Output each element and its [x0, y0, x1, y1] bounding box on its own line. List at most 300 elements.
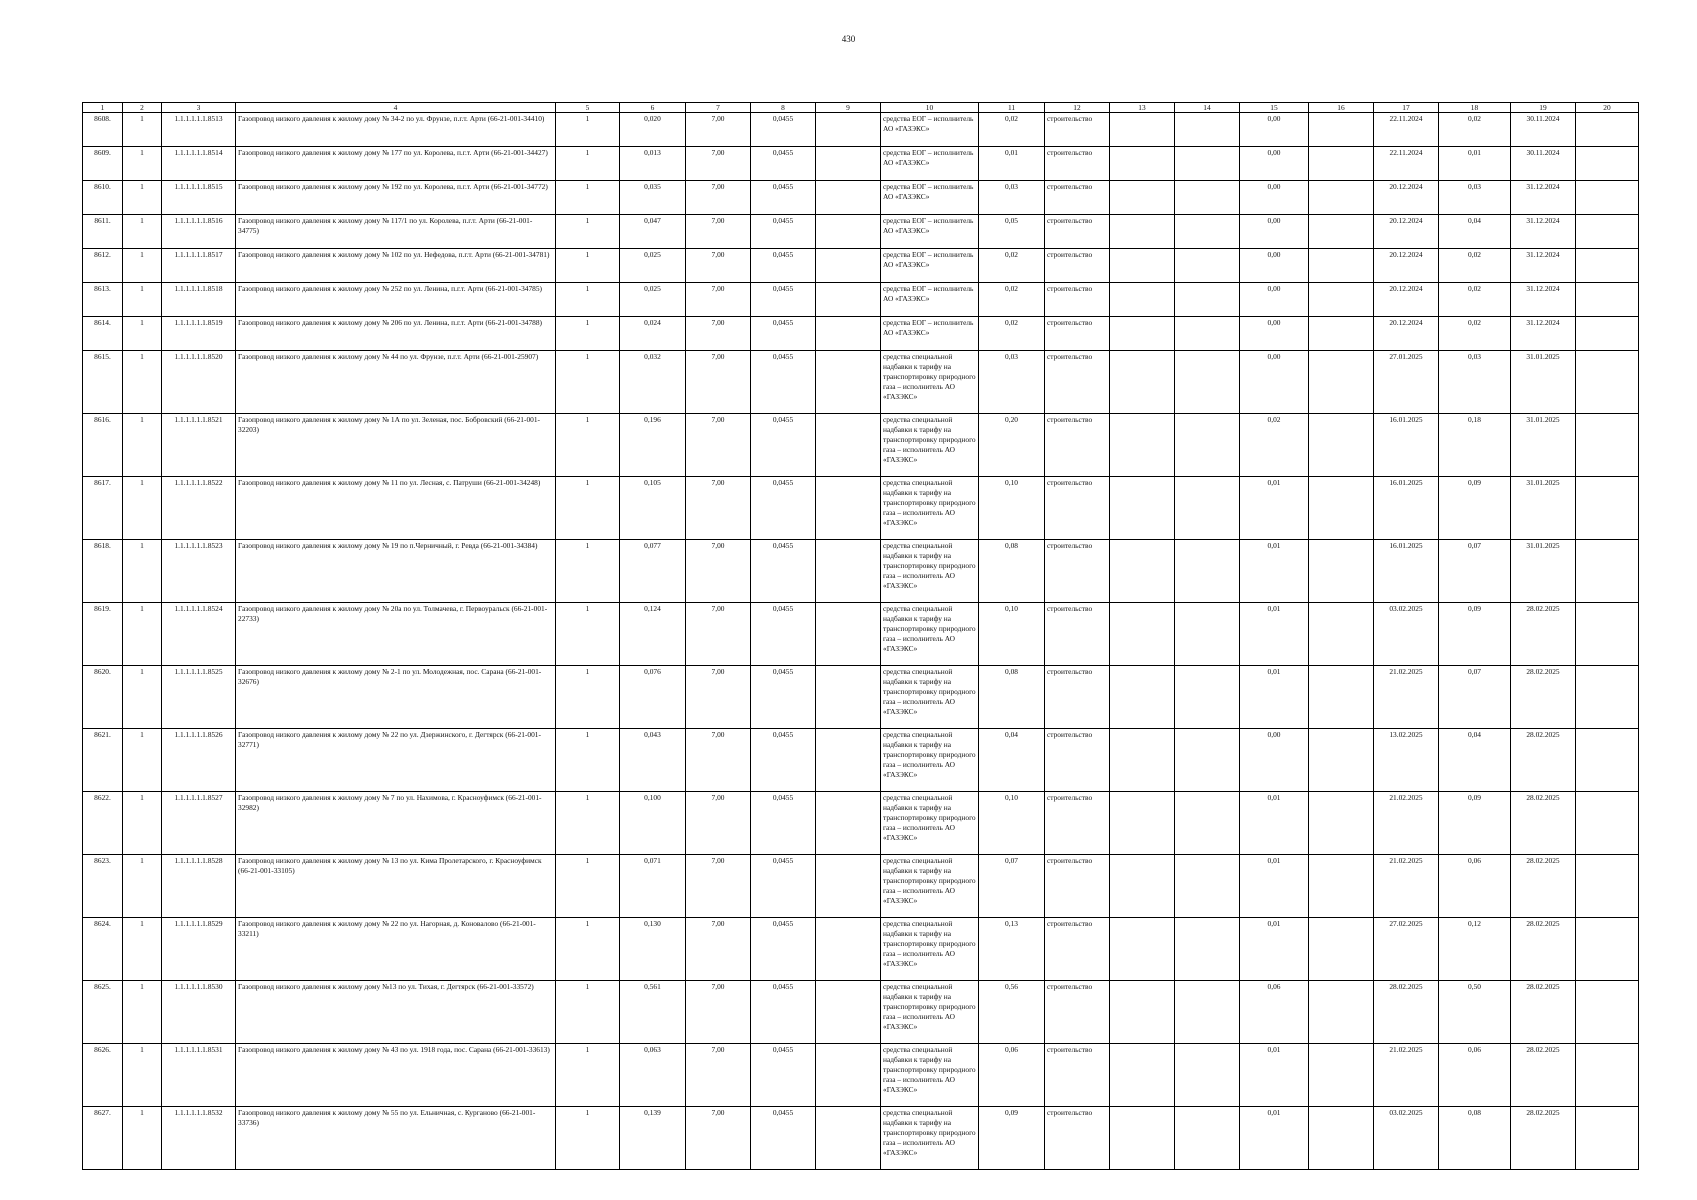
description-cell: Газопровод низкого давления к жилому дому № 13 по ул. Кима Пролетарского, г. Красноуфимск (66-21-001-33105) — [236, 855, 556, 918]
start-date-cell: 20.12.2024 — [1374, 317, 1439, 351]
cell-col9 — [816, 215, 881, 249]
cell-col15: 0,01 — [1240, 666, 1309, 729]
cell-col5: 1 — [556, 181, 620, 215]
cell-col15: 0,00 — [1240, 283, 1309, 317]
start-date-cell: 27.01.2025 — [1374, 351, 1439, 414]
end-date-cell: 31.01.2025 — [1511, 351, 1576, 414]
cell-col16 — [1309, 215, 1374, 249]
cell-col13 — [1110, 603, 1175, 666]
cell-col13 — [1110, 351, 1175, 414]
table-row — [83, 603, 1639, 666]
cell-col9 — [816, 792, 881, 855]
work-type-cell: строительство — [1045, 729, 1110, 792]
cell-col18: 0,02 — [1439, 249, 1511, 283]
cell-col11: 0,02 — [979, 113, 1045, 147]
cell-col8: 0,0455 — [751, 414, 816, 477]
cell-col20 — [1576, 147, 1639, 181]
cell-col7: 7,00 — [686, 981, 751, 1044]
length-cell: 0,124 — [620, 603, 686, 666]
cell-col15: 0,06 — [1240, 981, 1309, 1044]
cell-col14 — [1175, 729, 1240, 792]
cell-col11: 0,02 — [979, 249, 1045, 283]
cell-col18: 0,01 — [1439, 147, 1511, 181]
cell-col2: 1 — [123, 792, 162, 855]
cell-col16 — [1309, 477, 1374, 540]
row-number: 8614. — [83, 317, 123, 351]
cell-col15: 0,01 — [1240, 1044, 1309, 1107]
description-cell: Газопровод низкого давления к жилому дому № 206 по ул. Ленина, п.г.т. Арти (66-21-001-34788) — [236, 317, 556, 351]
table-row — [83, 855, 1639, 918]
cell-col9 — [816, 729, 881, 792]
cell-col2: 1 — [123, 215, 162, 249]
length-cell: 0,035 — [620, 181, 686, 215]
column-header: 10 — [881, 103, 979, 113]
cell-col2: 1 — [123, 317, 162, 351]
row-number: 8627. — [83, 1107, 123, 1170]
cell-col7: 7,00 — [686, 918, 751, 981]
cell-col20 — [1576, 666, 1639, 729]
cell-col16 — [1309, 540, 1374, 603]
funding-source-cell: средства ЕОГ – исполнитель АО «ГАЗЭКС» — [881, 147, 979, 181]
cell-col9 — [816, 603, 881, 666]
cell-col8: 0,0455 — [751, 855, 816, 918]
table-row — [83, 1107, 1639, 1170]
cell-col5: 1 — [556, 981, 620, 1044]
row-number: 8621. — [83, 729, 123, 792]
code-cell: 1.1.1.1.1.1.8520 — [162, 351, 236, 414]
description-cell: Газопровод низкого давления к жилому дому № 7 по ул. Нахимова, г. Красноуфимск (66-21-001-32982) — [236, 792, 556, 855]
code-cell: 1.1.1.1.1.1.8514 — [162, 147, 236, 181]
column-header: 19 — [1511, 103, 1576, 113]
cell-col8: 0,0455 — [751, 918, 816, 981]
cell-col11: 0,10 — [979, 603, 1045, 666]
cell-col15: 0,01 — [1240, 603, 1309, 666]
cell-col2: 1 — [123, 181, 162, 215]
cell-col8: 0,0455 — [751, 147, 816, 181]
cell-col20 — [1576, 792, 1639, 855]
column-header: 17 — [1374, 103, 1439, 113]
cell-col11: 0,08 — [979, 540, 1045, 603]
cell-col5: 1 — [556, 1107, 620, 1170]
cell-col13 — [1110, 249, 1175, 283]
cell-col2: 1 — [123, 351, 162, 414]
cell-col20 — [1576, 249, 1639, 283]
code-cell: 1.1.1.1.1.1.8517 — [162, 249, 236, 283]
header-row — [83, 103, 1639, 113]
cell-col11: 0,02 — [979, 283, 1045, 317]
length-cell: 0,063 — [620, 1044, 686, 1107]
start-date-cell: 21.02.2025 — [1374, 1044, 1439, 1107]
row-number: 8615. — [83, 351, 123, 414]
description-cell: Газопровод низкого давления к жилому дому №13 по ул. Тихая, г. Дегтярск (66-21-001-33572) — [236, 981, 556, 1044]
cell-col9 — [816, 181, 881, 215]
funding-source-cell: средства специальной надбавки к тарифу на транспортировку природного газа – исполнитель АО «ГАЗЭКС» — [881, 477, 979, 540]
table-row — [83, 729, 1639, 792]
cell-col7: 7,00 — [686, 666, 751, 729]
length-cell: 0,139 — [620, 1107, 686, 1170]
cell-col7: 7,00 — [686, 792, 751, 855]
cell-col16 — [1309, 147, 1374, 181]
code-cell: 1.1.1.1.1.1.8531 — [162, 1044, 236, 1107]
table-row — [83, 147, 1639, 181]
cell-col16 — [1309, 792, 1374, 855]
cell-col13 — [1110, 792, 1175, 855]
code-cell: 1.1.1.1.1.1.8529 — [162, 918, 236, 981]
start-date-cell: 20.12.2024 — [1374, 215, 1439, 249]
table-row — [83, 215, 1639, 249]
table-row — [83, 317, 1639, 351]
cell-col9 — [816, 981, 881, 1044]
funding-source-cell: средства специальной надбавки к тарифу на транспортировку природного газа – исполнитель АО «ГАЗЭКС» — [881, 351, 979, 414]
row-number: 8616. — [83, 414, 123, 477]
cell-col13 — [1110, 477, 1175, 540]
work-type-cell: строительство — [1045, 792, 1110, 855]
page-number: 430 — [841, 34, 856, 44]
work-type-cell: строительство — [1045, 414, 1110, 477]
cell-col8: 0,0455 — [751, 540, 816, 603]
start-date-cell: 27.02.2025 — [1374, 918, 1439, 981]
cell-col20 — [1576, 729, 1639, 792]
cell-col16 — [1309, 351, 1374, 414]
length-cell: 0,024 — [620, 317, 686, 351]
table-body — [83, 113, 1639, 1170]
table-row — [83, 792, 1639, 855]
cell-col16 — [1309, 249, 1374, 283]
length-cell: 0,076 — [620, 666, 686, 729]
start-date-cell: 16.01.2025 — [1374, 477, 1439, 540]
cell-col16 — [1309, 113, 1374, 147]
cell-col7: 7,00 — [686, 477, 751, 540]
start-date-cell: 28.02.2025 — [1374, 981, 1439, 1044]
table-row — [83, 351, 1639, 414]
table-row — [83, 113, 1639, 147]
end-date-cell: 31.12.2024 — [1511, 249, 1576, 283]
code-cell: 1.1.1.1.1.1.8515 — [162, 181, 236, 215]
cell-col9 — [816, 666, 881, 729]
cell-col15: 0,00 — [1240, 351, 1309, 414]
end-date-cell: 28.02.2025 — [1511, 855, 1576, 918]
work-type-cell: строительство — [1045, 603, 1110, 666]
row-number: 8608. — [83, 113, 123, 147]
cell-col2: 1 — [123, 113, 162, 147]
work-type-cell: строительство — [1045, 351, 1110, 414]
work-type-cell: строительство — [1045, 283, 1110, 317]
cell-col20 — [1576, 414, 1639, 477]
cell-col2: 1 — [123, 603, 162, 666]
length-cell: 0,561 — [620, 981, 686, 1044]
cell-col9 — [816, 1107, 881, 1170]
table-row — [83, 666, 1639, 729]
row-number: 8625. — [83, 981, 123, 1044]
cell-col11: 0,10 — [979, 792, 1045, 855]
cell-col13 — [1110, 666, 1175, 729]
cell-col14 — [1175, 1044, 1240, 1107]
data-table — [82, 102, 1639, 1170]
cell-col15: 0,01 — [1240, 1107, 1309, 1170]
cell-col20 — [1576, 918, 1639, 981]
cell-col8: 0,0455 — [751, 283, 816, 317]
description-cell: Газопровод низкого давления к жилому дому № 19 по п.Черничный, г. Ревда (66-21-001-34384) — [236, 540, 556, 603]
row-number: 8622. — [83, 792, 123, 855]
funding-source-cell: средства специальной надбавки к тарифу на транспортировку природного газа – исполнитель АО «ГАЗЭКС» — [881, 1107, 979, 1170]
cell-col11: 0,07 — [979, 855, 1045, 918]
row-number: 8623. — [83, 855, 123, 918]
end-date-cell: 31.01.2025 — [1511, 540, 1576, 603]
cell-col15: 0,01 — [1240, 918, 1309, 981]
cell-col9 — [816, 918, 881, 981]
cell-col14 — [1175, 414, 1240, 477]
cell-col9 — [816, 283, 881, 317]
cell-col20 — [1576, 1044, 1639, 1107]
description-cell: Газопровод низкого давления к жилому дому № 1А по ул. Зеленая, пос. Бобровский (66-21-001-32203) — [236, 414, 556, 477]
cell-col5: 1 — [556, 414, 620, 477]
cell-col13 — [1110, 981, 1175, 1044]
table-row — [83, 918, 1639, 981]
cell-col14 — [1175, 215, 1240, 249]
description-cell: Газопровод низкого давления к жилому дому № 192 по ул. Королева, п.г.т. Арти (66-21-001-34772) — [236, 181, 556, 215]
cell-col13 — [1110, 181, 1175, 215]
cell-col7: 7,00 — [686, 283, 751, 317]
row-number: 8611. — [83, 215, 123, 249]
end-date-cell: 31.12.2024 — [1511, 215, 1576, 249]
code-cell: 1.1.1.1.1.1.8518 — [162, 283, 236, 317]
cell-col13 — [1110, 540, 1175, 603]
cell-col5: 1 — [556, 215, 620, 249]
column-header: 12 — [1045, 103, 1110, 113]
cell-col2: 1 — [123, 855, 162, 918]
cell-col20 — [1576, 317, 1639, 351]
description-cell: Газопровод низкого давления к жилому дому № 2-1 по ул. Молодежная, пос. Сарана (66-21-001-32676) — [236, 666, 556, 729]
cell-col8: 0,0455 — [751, 603, 816, 666]
table-row — [83, 981, 1639, 1044]
cell-col18: 0,07 — [1439, 666, 1511, 729]
cell-col5: 1 — [556, 147, 620, 181]
work-type-cell: строительство — [1045, 215, 1110, 249]
funding-source-cell: средства специальной надбавки к тарифу на транспортировку природного газа – исполнитель АО «ГАЗЭКС» — [881, 666, 979, 729]
cell-col11: 0,20 — [979, 414, 1045, 477]
end-date-cell: 28.02.2025 — [1511, 981, 1576, 1044]
cell-col14 — [1175, 147, 1240, 181]
cell-col15: 0,01 — [1240, 792, 1309, 855]
cell-col13 — [1110, 1107, 1175, 1170]
cell-col14 — [1175, 855, 1240, 918]
cell-col5: 1 — [556, 603, 620, 666]
length-cell: 0,032 — [620, 351, 686, 414]
end-date-cell: 28.02.2025 — [1511, 1107, 1576, 1170]
code-cell: 1.1.1.1.1.1.8532 — [162, 1107, 236, 1170]
end-date-cell: 31.12.2024 — [1511, 283, 1576, 317]
length-cell: 0,077 — [620, 540, 686, 603]
cell-col2: 1 — [123, 918, 162, 981]
end-date-cell: 31.12.2024 — [1511, 181, 1576, 215]
code-cell: 1.1.1.1.1.1.8522 — [162, 477, 236, 540]
cell-col14 — [1175, 603, 1240, 666]
cell-col15: 0,00 — [1240, 181, 1309, 215]
cell-col7: 7,00 — [686, 351, 751, 414]
cell-col7: 7,00 — [686, 603, 751, 666]
cell-col20 — [1576, 981, 1639, 1044]
cell-col13 — [1110, 283, 1175, 317]
column-header: 16 — [1309, 103, 1374, 113]
column-header: 2 — [123, 103, 162, 113]
cell-col13 — [1110, 113, 1175, 147]
cell-col11: 0,56 — [979, 981, 1045, 1044]
row-number: 8610. — [83, 181, 123, 215]
row-number: 8626. — [83, 1044, 123, 1107]
cell-col13 — [1110, 317, 1175, 351]
funding-source-cell: средства ЕОГ – исполнитель АО «ГАЗЭКС» — [881, 283, 979, 317]
cell-col15: 0,00 — [1240, 215, 1309, 249]
description-cell: Газопровод низкого давления к жилому дому № 22 по ул. Дзержинского, г. Дегтярск (66-21-001-32771) — [236, 729, 556, 792]
cell-col20 — [1576, 855, 1639, 918]
cell-col14 — [1175, 351, 1240, 414]
funding-source-cell: средства ЕОГ – исполнитель АО «ГАЗЭКС» — [881, 249, 979, 283]
cell-col11: 0,03 — [979, 351, 1045, 414]
cell-col13 — [1110, 215, 1175, 249]
column-header: 13 — [1110, 103, 1175, 113]
cell-col14 — [1175, 181, 1240, 215]
column-header: 7 — [686, 103, 751, 113]
cell-col2: 1 — [123, 1107, 162, 1170]
length-cell: 0,105 — [620, 477, 686, 540]
start-date-cell: 20.12.2024 — [1374, 249, 1439, 283]
length-cell: 0,025 — [620, 283, 686, 317]
cell-col9 — [816, 1044, 881, 1107]
start-date-cell: 16.01.2025 — [1374, 540, 1439, 603]
cell-col15: 0,01 — [1240, 540, 1309, 603]
code-cell: 1.1.1.1.1.1.8519 — [162, 317, 236, 351]
cell-col18: 0,04 — [1439, 215, 1511, 249]
cell-col5: 1 — [556, 792, 620, 855]
column-header: 3 — [162, 103, 236, 113]
row-number: 8609. — [83, 147, 123, 181]
cell-col11: 0,06 — [979, 1044, 1045, 1107]
cell-col8: 0,0455 — [751, 792, 816, 855]
cell-col18: 0,02 — [1439, 317, 1511, 351]
cell-col16 — [1309, 666, 1374, 729]
work-type-cell: строительство — [1045, 918, 1110, 981]
row-number: 8620. — [83, 666, 123, 729]
description-cell: Газопровод низкого давления к жилому дому № 55 по ул. Ельничная, с. Курганово (66-21-001-33736) — [236, 1107, 556, 1170]
cell-col7: 7,00 — [686, 181, 751, 215]
cell-col14 — [1175, 317, 1240, 351]
cell-col7: 7,00 — [686, 249, 751, 283]
work-type-cell: строительство — [1045, 113, 1110, 147]
cell-col7: 7,00 — [686, 540, 751, 603]
length-cell: 0,025 — [620, 249, 686, 283]
work-type-cell: строительство — [1045, 666, 1110, 729]
table-row — [83, 181, 1639, 215]
cell-col18: 0,09 — [1439, 603, 1511, 666]
funding-source-cell: средства специальной надбавки к тарифу на транспортировку природного газа – исполнитель АО «ГАЗЭКС» — [881, 792, 979, 855]
cell-col14 — [1175, 666, 1240, 729]
cell-col5: 1 — [556, 113, 620, 147]
cell-col16 — [1309, 981, 1374, 1044]
code-cell: 1.1.1.1.1.1.8526 — [162, 729, 236, 792]
cell-col7: 7,00 — [686, 147, 751, 181]
cell-col2: 1 — [123, 729, 162, 792]
column-header: 18 — [1439, 103, 1511, 113]
description-cell: Газопровод низкого давления к жилому дому № 252 по ул. Ленина, п.г.т. Арти (66-21-001-34785) — [236, 283, 556, 317]
cell-col14 — [1175, 283, 1240, 317]
work-type-cell: строительство — [1045, 1044, 1110, 1107]
cell-col2: 1 — [123, 666, 162, 729]
cell-col18: 0,50 — [1439, 981, 1511, 1044]
column-header: 5 — [556, 103, 620, 113]
cell-col2: 1 — [123, 477, 162, 540]
length-cell: 0,130 — [620, 918, 686, 981]
code-cell: 1.1.1.1.1.1.8516 — [162, 215, 236, 249]
cell-col13 — [1110, 147, 1175, 181]
cell-col15: 0,00 — [1240, 249, 1309, 283]
cell-col9 — [816, 855, 881, 918]
cell-col11: 0,01 — [979, 147, 1045, 181]
cell-col7: 7,00 — [686, 414, 751, 477]
cell-col5: 1 — [556, 729, 620, 792]
length-cell: 0,013 — [620, 147, 686, 181]
cell-col7: 7,00 — [686, 729, 751, 792]
work-type-cell: строительство — [1045, 540, 1110, 603]
cell-col18: 0,06 — [1439, 855, 1511, 918]
cell-col5: 1 — [556, 477, 620, 540]
cell-col13 — [1110, 729, 1175, 792]
cell-col18: 0,12 — [1439, 918, 1511, 981]
funding-source-cell: средства специальной надбавки к тарифу на транспортировку природного газа – исполнитель АО «ГАЗЭКС» — [881, 855, 979, 918]
description-cell: Газопровод низкого давления к жилому дому № 43 по ул. 1918 года, пос. Сарана (66-21-001-33613) — [236, 1044, 556, 1107]
cell-col18: 0,18 — [1439, 414, 1511, 477]
cell-col15: 0,01 — [1240, 477, 1309, 540]
funding-source-cell: средства ЕОГ – исполнитель АО «ГАЗЭКС» — [881, 181, 979, 215]
cell-col2: 1 — [123, 981, 162, 1044]
cell-col20 — [1576, 1107, 1639, 1170]
cell-col11: 0,02 — [979, 317, 1045, 351]
cell-col18: 0,08 — [1439, 1107, 1511, 1170]
start-date-cell: 22.11.2024 — [1374, 113, 1439, 147]
work-type-cell: строительство — [1045, 181, 1110, 215]
column-header: 1 — [83, 103, 123, 113]
length-cell: 0,043 — [620, 729, 686, 792]
funding-source-cell: средства специальной надбавки к тарифу на транспортировку природного газа – исполнитель АО «ГАЗЭКС» — [881, 918, 979, 981]
start-date-cell: 03.02.2025 — [1374, 603, 1439, 666]
cell-col20 — [1576, 283, 1639, 317]
cell-col16 — [1309, 918, 1374, 981]
cell-col8: 0,0455 — [751, 317, 816, 351]
cell-col9 — [816, 113, 881, 147]
funding-source-cell: средства специальной надбавки к тарифу на транспортировку природного газа – исполнитель АО «ГАЗЭКС» — [881, 729, 979, 792]
table-row — [83, 283, 1639, 317]
cell-col5: 1 — [556, 540, 620, 603]
end-date-cell: 31.01.2025 — [1511, 414, 1576, 477]
cell-col11: 0,04 — [979, 729, 1045, 792]
cell-col18: 0,02 — [1439, 113, 1511, 147]
cell-col7: 7,00 — [686, 215, 751, 249]
cell-col18: 0,04 — [1439, 729, 1511, 792]
start-date-cell: 16.01.2025 — [1374, 414, 1439, 477]
funding-source-cell: средства специальной надбавки к тарифу на транспортировку природного газа – исполнитель АО «ГАЗЭКС» — [881, 981, 979, 1044]
cell-col7: 7,00 — [686, 855, 751, 918]
column-header: 11 — [979, 103, 1045, 113]
description-cell: Газопровод низкого давления к жилому дому № 34-2 по ул. Фрунзе, п.г.т. Арти (66-21-001-34410) — [236, 113, 556, 147]
length-cell: 0,071 — [620, 855, 686, 918]
cell-col2: 1 — [123, 1044, 162, 1107]
cell-col16 — [1309, 181, 1374, 215]
cell-col16 — [1309, 729, 1374, 792]
row-number: 8624. — [83, 918, 123, 981]
cell-col9 — [816, 414, 881, 477]
code-cell: 1.1.1.1.1.1.8528 — [162, 855, 236, 918]
cell-col20 — [1576, 477, 1639, 540]
cell-col7: 7,00 — [686, 113, 751, 147]
